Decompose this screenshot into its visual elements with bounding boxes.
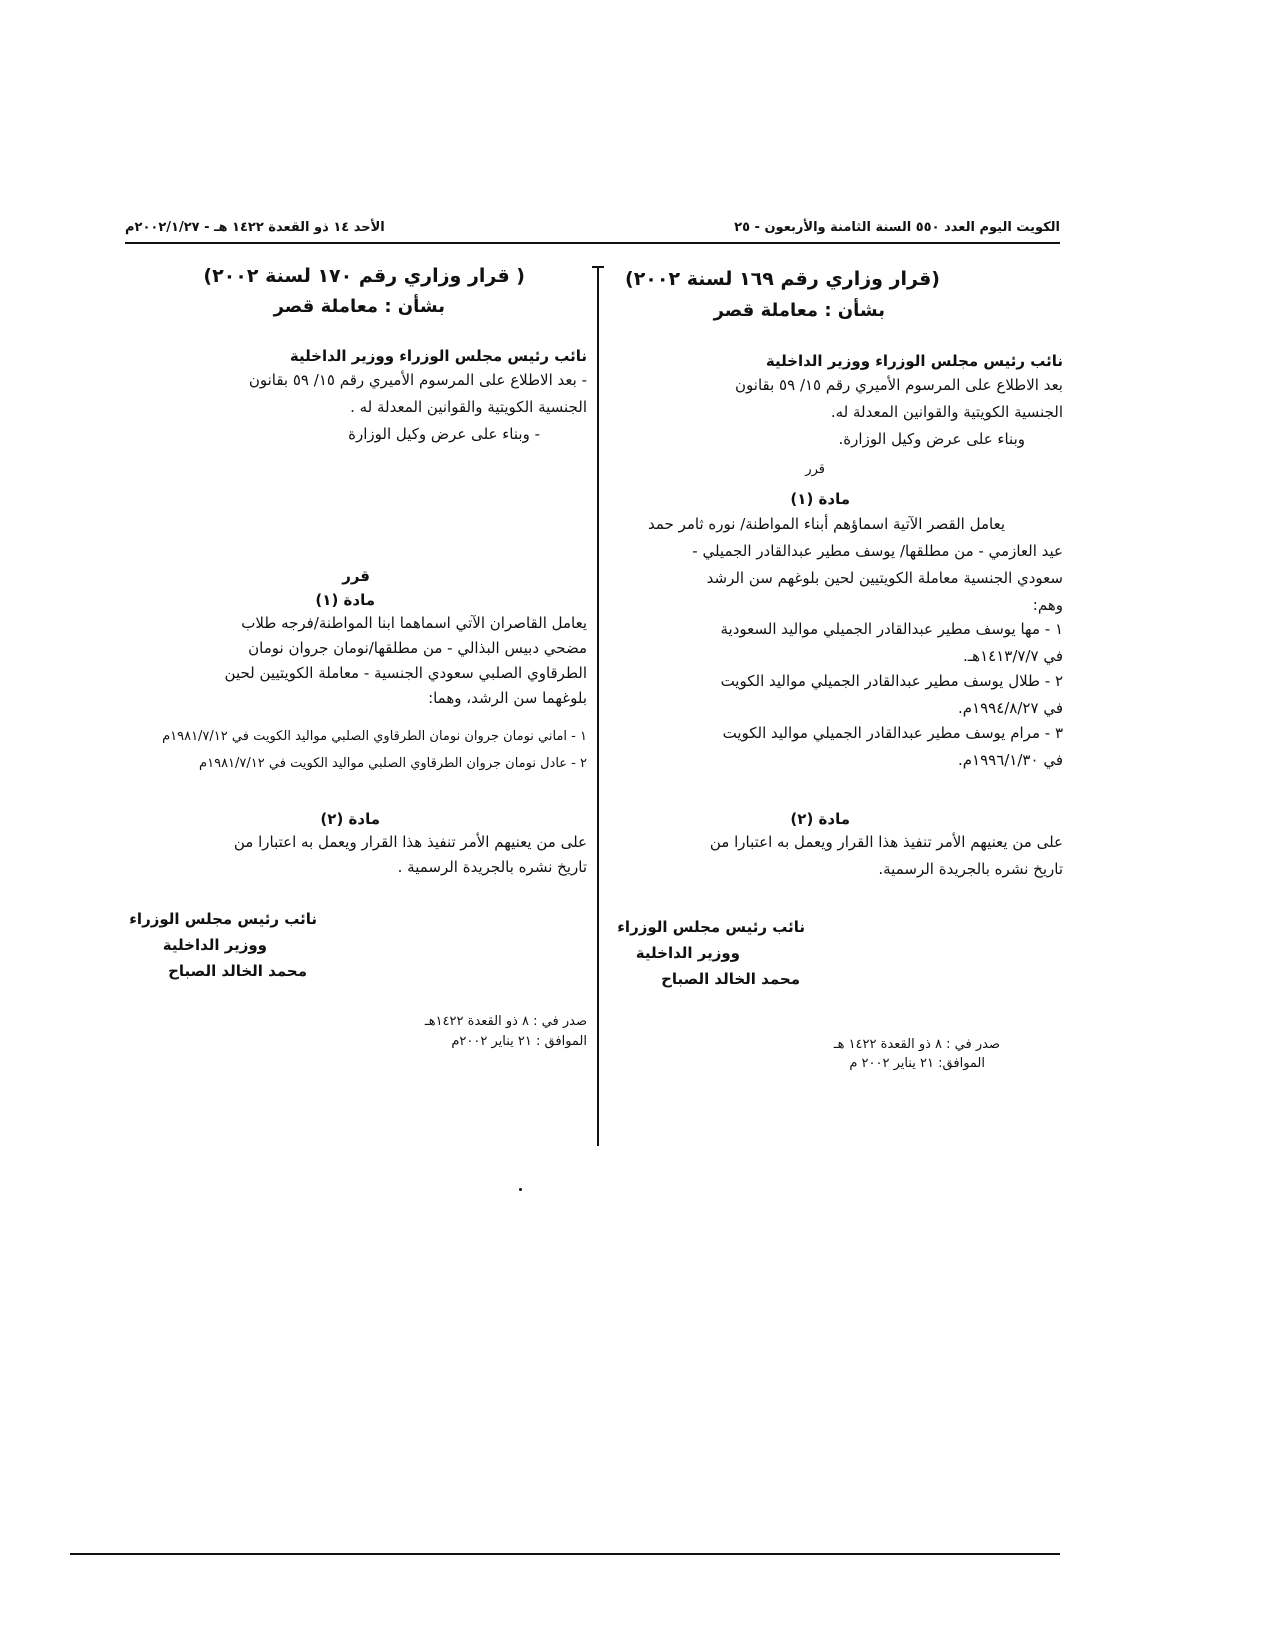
header-right: الكويت اليوم العدد ٥٥٠ السنة الثامنة والأربعون - ٢٥ [734,220,1060,235]
right-signature-1: نائب رئيس مجلس الوزراء [617,918,805,936]
left-article2-line-1: على من يعنيهم الأمر تنفيذ هذا القرار ويعمل به اعتبارا من [233,833,587,851]
footer-rule [70,1553,1060,1555]
left-subtitle: بشأن : معاملة قصر [273,296,445,317]
right-subtitle: بشأن : معاملة قصر [713,300,885,321]
stray-mark [519,1188,522,1191]
right-article1-line-4: وهم: [1032,596,1063,614]
left-article2-line-2: تاريخ نشره بالجريدة الرسمية . [397,858,587,876]
left-issued-1: صدر في : ٨ ذو القعدة ١٤٢٢هـ [424,1014,587,1029]
left-decided: قرر [342,567,370,585]
left-item-1: ١ - اماني نومان جروان نومان الطرقاوي الصلبي مواليد الكويت في ١٩٨١/٧/١٢م [162,729,587,744]
right-item-1: ١ - مها يوسف مطير عبدالقادر الجميلي مواليد السعودية [720,620,1063,638]
right-article1: مادة (١) [790,490,850,508]
right-issued-2: الموافق: ٢١ يناير ٢٠٠٢ م [849,1056,985,1071]
left-article2: مادة (٢) [320,810,380,828]
left-item-2: ٢ - عادل نومان جروان الطرقاوي الصلبي مواليد الكويت في ١٩٨١/٧/١٢م [199,756,587,771]
right-signature-2: ووزير الداخلية [635,944,740,962]
left-article1-line-4: بلوغهما سن الرشد، وهما: [428,689,587,707]
left-title: ( قرار وزاري رقم ١٧٠ لسنة ٢٠٠٢) [203,265,525,287]
left-preamble-1: - بعد الاطلاع على المرسوم الأميري رقم ١٥/ ٥٩ بقانون [248,371,587,389]
column-separator [597,266,599,1146]
right-item-3-date: في ١٩٩٦/١/٣٠م. [957,751,1063,769]
right-item-3: ٣ - مرام يوسف مطير عبدالقادر الجميلي مواليد الكويت [722,724,1063,742]
left-article1: مادة (١) [315,591,375,609]
right-issuer: نائب رئيس مجلس الوزراء ووزير الداخلية [765,352,1063,370]
left-issued-2: الموافق : ٢١ يناير ٢٠٠٢م [451,1034,587,1049]
left-signature-2: ووزير الداخلية [162,936,267,954]
right-title: (قرار وزاري رقم ١٦٩ لسنة ٢٠٠٢) [625,268,940,290]
right-preamble-1: بعد الاطلاع على المرسوم الأميري رقم ١٥/ ٥٩ بقانون [735,376,1063,394]
right-signature-3: محمد الخالد الصباح [661,970,800,988]
left-preamble-3: - وبناء على عرض وكيل الوزارة [348,425,540,443]
left-preamble-2: الجنسية الكويتية والقوانين المعدلة له . [350,398,587,416]
right-decided: قرر [805,462,825,477]
right-item-1-date: في ١٤١٣/٧/٧هـ. [963,647,1063,665]
left-article1-line-1: يعامل القاصران الآتي اسماهما ابنا المواطنة/فرجه طلاب [241,614,587,632]
right-preamble-3: وبناء على عرض وكيل الوزارة. [838,430,1025,448]
right-article2-line-2: تاريخ نشره بالجريدة الرسمية. [878,860,1063,878]
right-article1-line-3: سعودي الجنسية معاملة الكويتيين لحين بلوغهم سن الرشد [706,569,1063,587]
right-item-2-date: في ١٩٩٤/٨/٢٧م. [957,699,1063,717]
right-article2-line-1: على من يعنيهم الأمر تنفيذ هذا القرار ويعمل به اعتبارا من [709,833,1063,851]
left-article1-line-3: الطرقاوي الصلبي سعودي الجنسية - معاملة الكويتيين لحين [224,664,587,682]
right-preamble-2: الجنسية الكويتية والقوانين المعدلة له. [830,403,1063,421]
right-article1-line-1: يعامل القصر الآتية اسماؤهم أبناء المواطنة/ نوره ثامر حمد [648,515,1005,533]
right-article2: مادة (٢) [790,810,850,828]
left-signature-1: نائب رئيس مجلس الوزراء [129,910,317,928]
right-item-2: ٢ - طلال يوسف مطير عبدالقادر الجميلي مواليد الكويت [720,672,1063,690]
right-article1-line-2: عيد العازمي - من مطلقها/ يوسف مطير عبدالقادر الجميلي - [692,542,1063,560]
header-rule [125,242,1060,244]
right-issued-1: صدر في : ٨ ذو القعدة ١٤٢٢ هـ [833,1037,1000,1052]
left-article1-line-2: مضحي دبيس البذالي - من مطلقها/نومان جروان نومان [248,639,587,657]
header-left: الأحد ١٤ ذو القعدة ١٤٢٢ هـ - ٢٠٠٢/١/٢٧م [125,220,385,235]
left-signature-3: محمد الخالد الصباح [168,962,307,980]
left-issuer: نائب رئيس مجلس الوزراء ووزير الداخلية [289,347,587,365]
